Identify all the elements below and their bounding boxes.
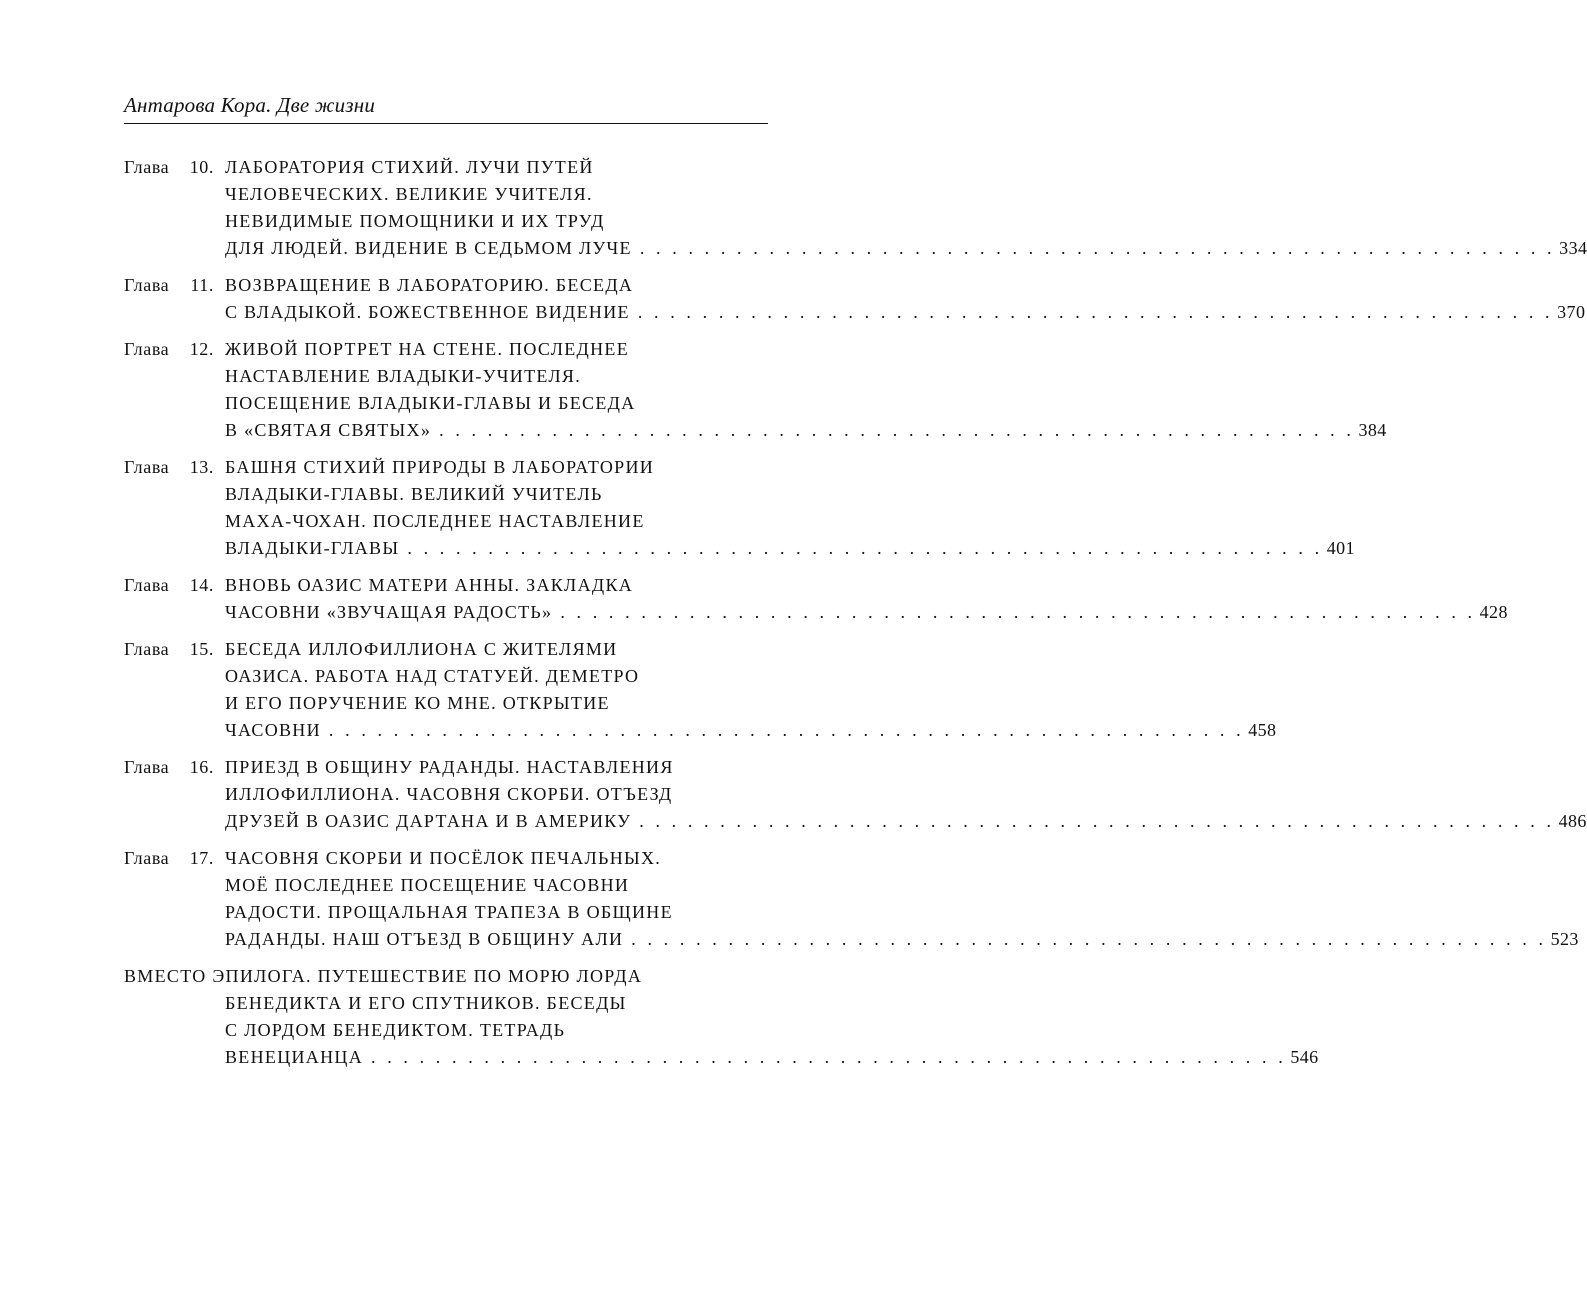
entry-title-line: ОАЗИСА. РАБОТА НАД СТАТУЕЙ. ДЕМЕТРО [225, 666, 640, 686]
entry-title-line: ВМЕСТО ЭПИЛОГА. ПУТЕШЕСТВИЕ ПО МОРЮ ЛОРДА [124, 966, 643, 986]
toc-entry-chapter-11[interactable] [124, 272, 1586, 326]
entry-title-line: И ЕГО ПОРУЧЕНИЕ КО МНЕ. ОТКРЫТИЕ [225, 693, 610, 713]
dot-leader: . . . . . . . . . . . . . . . . . . . . . . . . . . . . . . . . . . . . . . . . . . . . . . . . . . . . . . . . . [639, 811, 1555, 831]
entry-title-line: ЛАБОРАТОРИЯ СТИХИЙ. ЛУЧИ ПУТЕЙ [225, 157, 594, 177]
dot-leader: . . . . . . . . . . . . . . . . . . . . . . . . . . . . . . . . . . . . . . . . . . . . . . . . . . . . . . . . . [560, 602, 1476, 622]
toc-entry-chapter-17[interactable] [124, 845, 1579, 953]
chapter-label: Глава [124, 275, 170, 295]
toc-entry-chapter-12[interactable] [124, 336, 1387, 444]
entry-title-line: ЧАСОВНИ [225, 720, 321, 740]
table-of-contents [124, 154, 1587, 1081]
chapter-label: Глава [124, 575, 170, 595]
entry-title-line: ВЛАДЫКИ-ГЛАВЫ. ВЕЛИКИЙ УЧИТЕЛЬ [225, 484, 603, 504]
entry-title-line: ВОЗВРАЩЕНИЕ В ЛАБОРАТОРИЮ. БЕСЕДА [225, 275, 634, 295]
page-number[interactable]: 401 [1326, 538, 1355, 558]
page-number[interactable]: 334 [1559, 238, 1587, 258]
chapter-label: Глава [124, 157, 170, 177]
toc-entry-chapter-13[interactable] [124, 454, 1355, 562]
chapter-label: Глава [124, 757, 170, 777]
toc-entry-chapter-16[interactable] [124, 754, 1587, 835]
chapter-label: Глава [124, 457, 170, 477]
dot-leader: . . . . . . . . . . . . . . . . . . . . . . . . . . . . . . . . . . . . . . . . . . . . . . . . . . . . . . . . . [439, 420, 1355, 440]
page-number[interactable]: 458 [1248, 720, 1277, 740]
dot-leader: . . . . . . . . . . . . . . . . . . . . . . . . . . . . . . . . . . . . . . . . . . . . . . . . . . . . . . . . . [637, 302, 1554, 322]
chapter-label: Глава [124, 339, 170, 359]
entry-title-line: ИЛЛОФИЛЛИОНА. ЧАСОВНЯ СКОРБИ. ОТЪЕЗД [225, 784, 673, 804]
entry-title-line: БЕНЕДИКТА И ЕГО СПУТНИКОВ. БЕСЕДЫ [225, 993, 627, 1013]
entry-title-line: В «СВЯТАЯ СВЯТЫХ» [225, 420, 432, 440]
entry-title-line: ЖИВОЙ ПОРТРЕТ НА СТЕНЕ. ПОСЛЕДНЕЕ [225, 339, 629, 359]
toc-entry-chapter-10[interactable] [124, 154, 1587, 262]
dot-leader: . . . . . . . . . . . . . . . . . . . . . . . . . . . . . . . . . . . . . . . . . . . . . . . . . . . . . . . . . [631, 929, 1547, 949]
entry-title-line: ПОСЕЩЕНИЕ ВЛАДЫКИ-ГЛАВЫ И БЕСЕДА [225, 393, 636, 413]
entry-title-line: МОЁ ПОСЛЕДНЕЕ ПОСЕЩЕНИЕ ЧАСОВНИ [225, 875, 630, 895]
chapter-number: 13. [189, 457, 214, 477]
entry-title-line: ВЕНЕЦИАНЦА [225, 1047, 363, 1067]
entry-title-line: ЧАСОВНЯ СКОРБИ И ПОСЁЛОК ПЕЧАЛЬНЫХ. [225, 848, 662, 868]
toc-entry-chapter-15[interactable] [124, 636, 1277, 744]
page-number[interactable]: 384 [1358, 420, 1387, 440]
chapter-number: 11. [190, 275, 214, 295]
entry-title-line: БЕСЕДА ИЛЛОФИЛЛИОНА С ЖИТЕЛЯМИ [225, 639, 618, 659]
entry-title-line: ВЛАДЫКИ-ГЛАВЫ [225, 538, 400, 558]
entry-title-line: БАШНЯ СТИХИЙ ПРИРОДЫ В ЛАБОРАТОРИИ [225, 457, 655, 477]
entry-title-line: ПРИЕЗД В ОБЩИНУ РАДАНДЫ. НАСТАВЛЕНИЯ [225, 757, 674, 777]
chapter-label: Глава [124, 639, 170, 659]
entry-title-line: НЕВИДИМЫЕ ПОМОЩНИКИ И ИХ ТРУД [225, 211, 605, 231]
running-head [124, 92, 768, 124]
chapter-number: 12. [189, 339, 214, 359]
page-number[interactable]: 546 [1290, 1047, 1319, 1067]
entry-title-line: ЧЕЛОВЕЧЕСКИХ. ВЕЛИКИЕ УЧИТЕЛЯ. [225, 184, 593, 204]
page-number[interactable]: 523 [1550, 929, 1579, 949]
chapter-number: 15. [189, 639, 214, 659]
entry-title-line: ЧАСОВНИ «ЗВУЧАЩАЯ РАДОСТЬ» [225, 602, 553, 622]
dot-leader: . . . . . . . . . . . . . . . . . . . . . . . . . . . . . . . . . . . . . . . . . . . . . . . . . . . . . . . . . [328, 720, 1245, 740]
chapter-number: 14. [189, 575, 214, 595]
entry-title-line: РАДОСТИ. ПРОЩАЛЬНАЯ ТРАПЕЗА В ОБЩИНЕ [225, 902, 673, 922]
page-number[interactable]: 486 [1558, 811, 1587, 831]
page-number[interactable]: 370 [1557, 302, 1586, 322]
entry-title-line: ВНОВЬ ОАЗИС МАТЕРИ АННЫ. ЗАКЛАДКА [225, 575, 634, 595]
dot-leader: . . . . . . . . . . . . . . . . . . . . . . . . . . . . . . . . . . . . . . . . . . . . . . . . . . . . . . . . . [371, 1047, 1287, 1067]
page-number[interactable]: 428 [1479, 602, 1508, 622]
dot-leader: . . . . . . . . . . . . . . . . . . . . . . . . . . . . . . . . . . . . . . . . . . . . . . . . . . . . . . . . . [407, 538, 1323, 558]
chapter-number: 16. [189, 757, 214, 777]
chapter-number: 10. [189, 157, 214, 177]
entry-title-line: С ВЛАДЫКОЙ. БОЖЕСТВЕННОЕ ВИДЕНИЕ [225, 302, 630, 322]
running-head-title: Антарова Кора. Две жизни [124, 93, 376, 117]
entry-title-line: РАДАНДЫ. НАШ ОТЪЕЗД В ОБЩИНУ АЛИ [225, 929, 624, 949]
entry-title-line: МАХА-ЧОХАН. ПОСЛЕДНЕЕ НАСТАВЛЕНИЕ [225, 511, 645, 531]
toc-entry-chapter-14[interactable] [124, 572, 1508, 626]
dot-leader: . . . . . . . . . . . . . . . . . . . . . . . . . . . . . . . . . . . . . . . . . . . . . . . . . . . . . . . . . [639, 238, 1556, 258]
entry-title-line: НАСТАВЛЕНИЕ ВЛАДЫКИ-УЧИТЕЛЯ. [225, 366, 582, 386]
entry-title-line: С ЛОРДОМ БЕНЕДИКТОМ. ТЕТРАДЬ [225, 1020, 566, 1040]
entry-title-line: ДРУЗЕЙ В ОАЗИС ДАРТАНА И В АМЕРИКУ [225, 811, 632, 831]
toc-entry-epilogue[interactable] [124, 963, 1319, 1071]
entry-title-line: ДЛЯ ЛЮДЕЙ. ВИДЕНИЕ В СЕДЬМОМ ЛУЧЕ [225, 238, 632, 258]
chapter-label: Глава [124, 848, 170, 868]
chapter-number: 17. [189, 848, 214, 868]
